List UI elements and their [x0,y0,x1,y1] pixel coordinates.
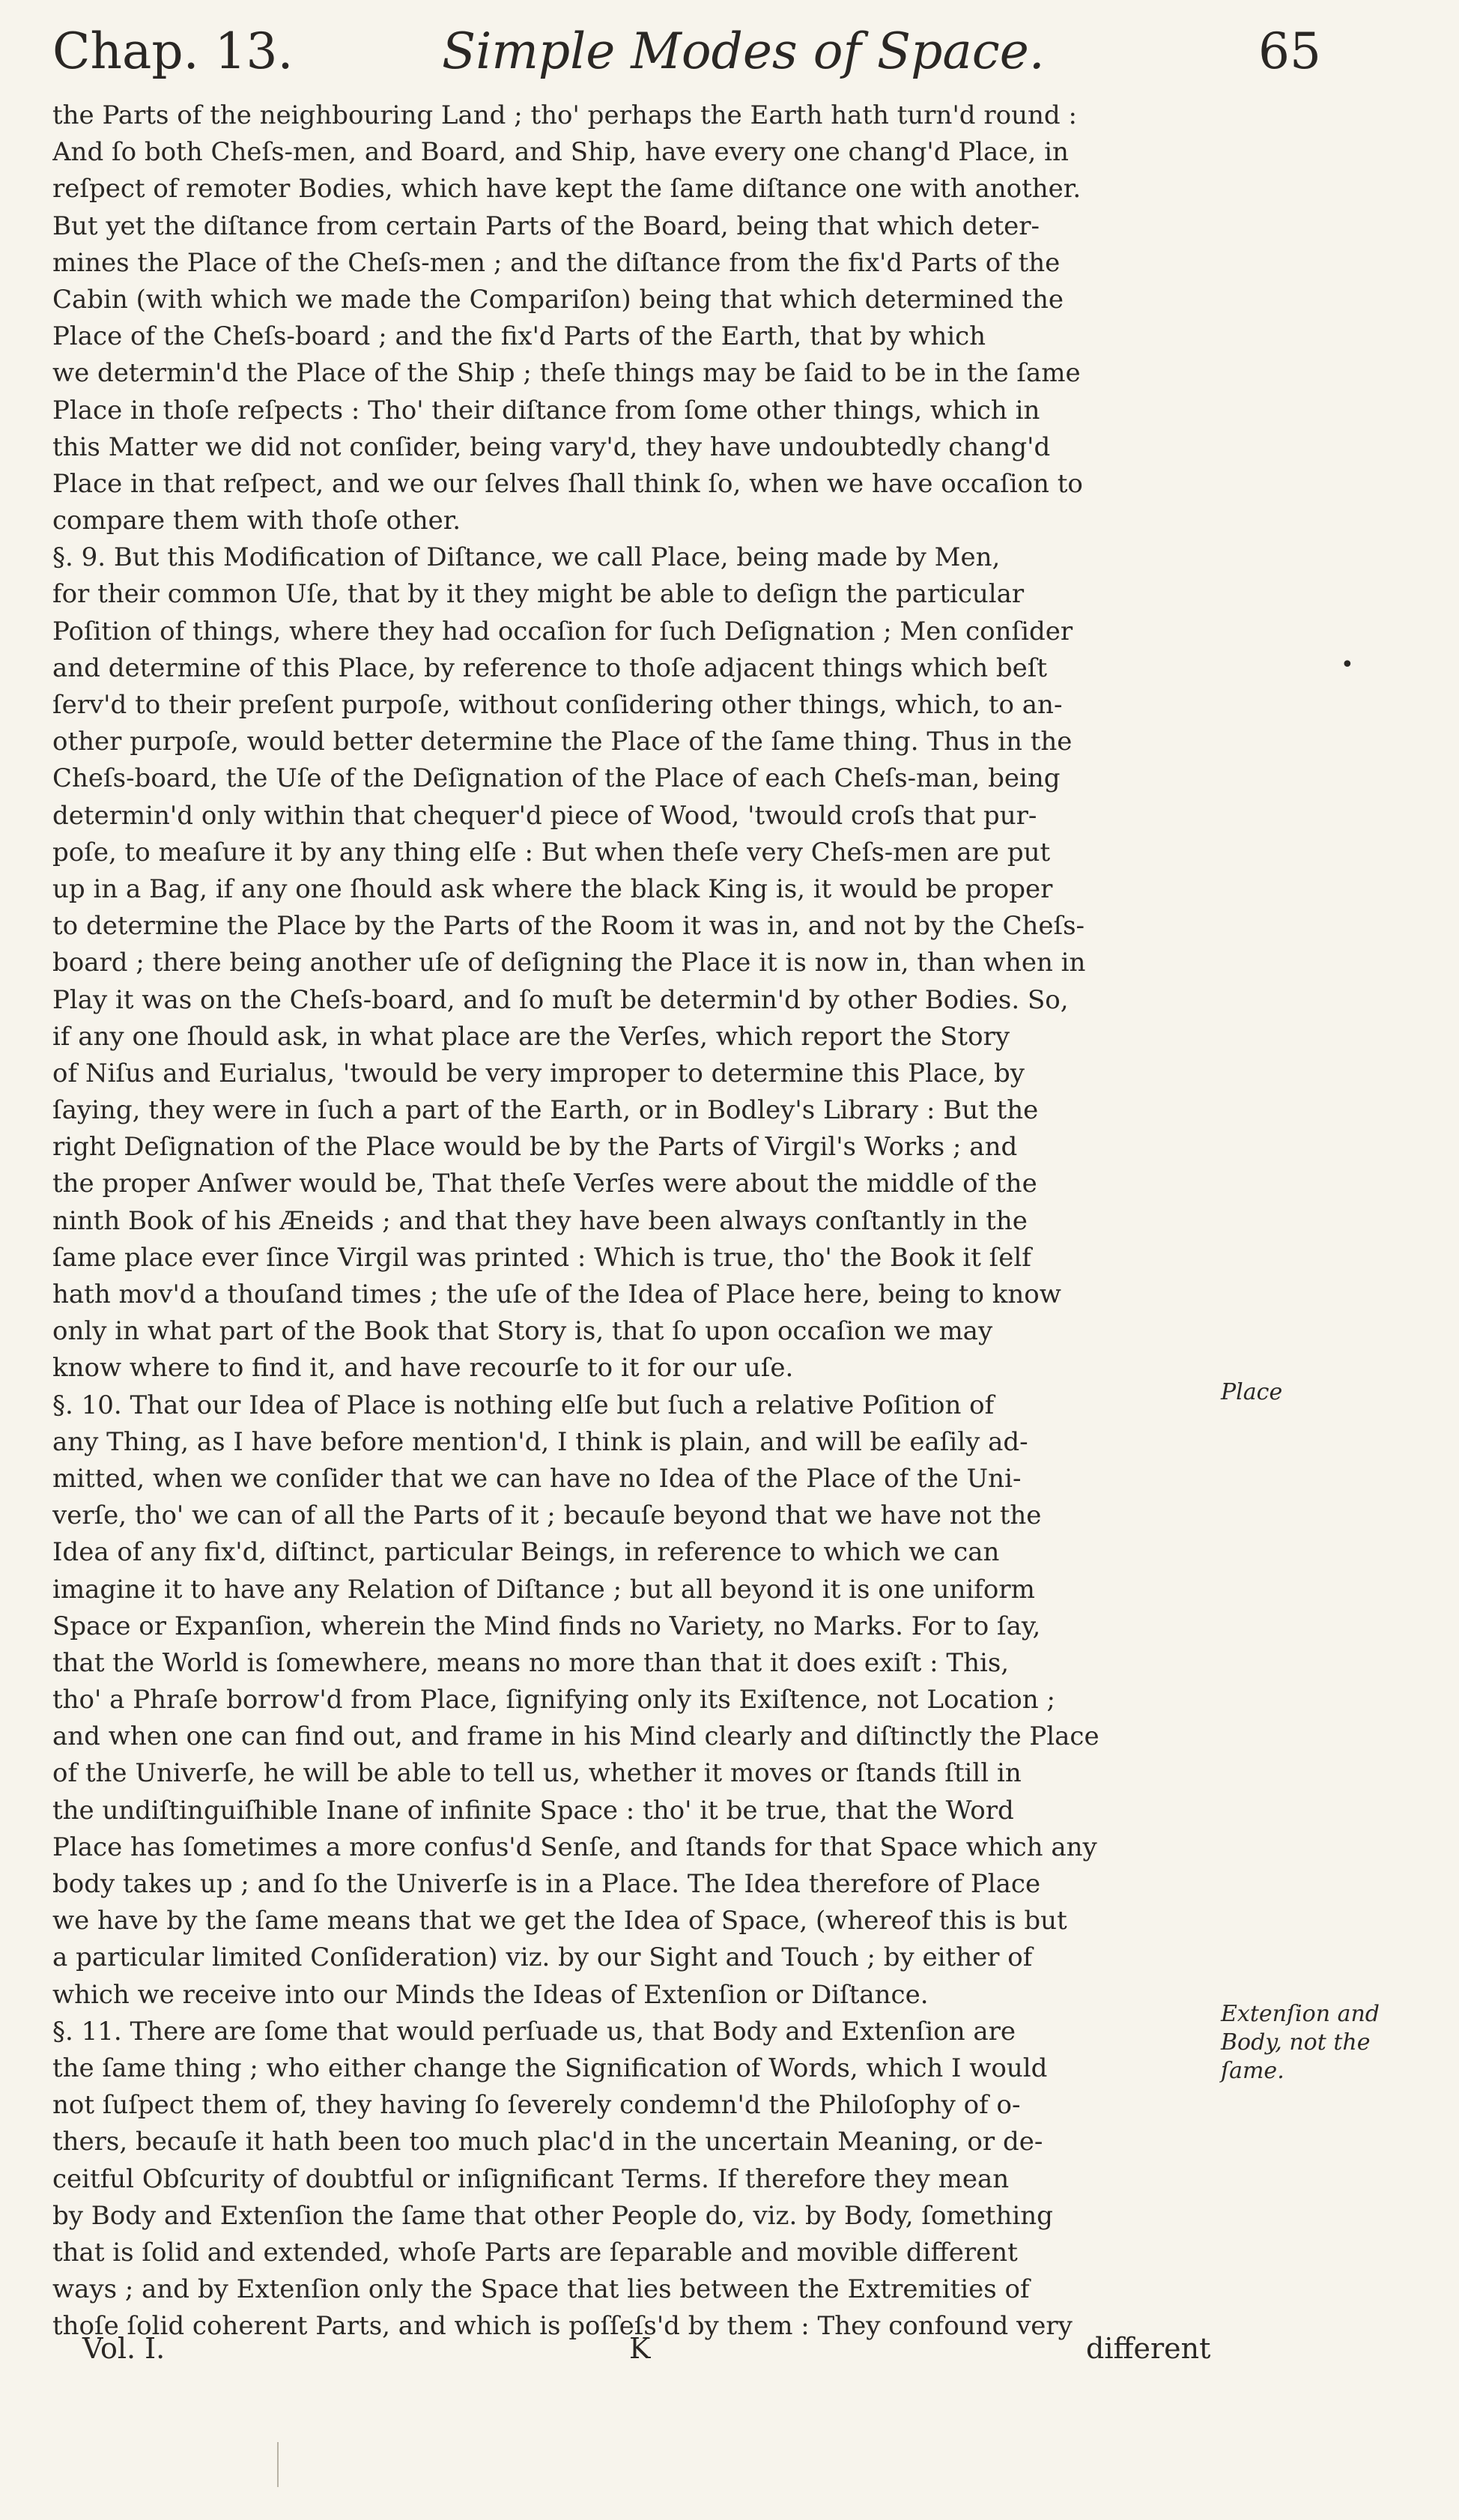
text-line: Place in thoſe reſpects : Tho' their diſtance from ſome other things, which in [52,395,1040,425]
text-line: mines the Place of the Cheſs-men ; and the diſtance from the fix'd Parts of the [52,247,1061,278]
text-line: §. 11. There are ſome that would perſuade us, that Body and Extenſion are [52,2016,1016,2047]
text-line: we have by the ſame means that we get the Idea of Space, (whereof this is but [52,1906,1067,1936]
text-line: Idea of any fix'd, diſtinct, particular Beings, in reference to which we can [52,1537,1000,1568]
page-number: 65 [1258,22,1321,80]
text-line: a particular limited Conſideration) viz. by our Sight and Touch ; by either of [52,1942,1033,1973]
text-line: know where to find it, and have recourſe to it for our uſe. [52,1353,794,1384]
page-footer [52,2332,1211,2373]
text-line: if any one ſhould ask, in what place are the Verſes, which report the Story [52,1021,1010,1052]
text-line: only in what part of the Book that Story is, that ſo upon occaſion we may [52,1316,993,1347]
text-line: the undiſtinguiſhible Inane of infinite Space : tho' it be true, that the Word [52,1795,1014,1826]
catchword: different [1086,2332,1211,2365]
stray-mark: • [1341,652,1354,678]
text-line: which we receive into our Minds the Ideas of Extenſion or Diſtance. [52,1979,929,2010]
text-line: ways ; and by Extenſion only the Space that lies between the Extremities of [52,2274,1030,2305]
text-line: Poſition of things, where they had occaſion for ſuch Deſignation ; Men conſider [52,616,1073,646]
running-title: Simple Modes of Space. [442,22,1045,80]
text-line: poſe, to meaſure it by any thing elſe : But when theſe very Cheſs-men are put [52,837,1051,867]
text-line: for their common Uſe, that by it they might be able to deſign the particular [52,579,1025,610]
text-line: any Thing, as I have before mention'd, I think is plain, and will be eaſily ad- [52,1426,1028,1457]
text-line: Place in that reſpect, and we our ſelves ſhall think ſo, when we have occaſion to [52,468,1083,499]
text-line: verſe, tho' we can of all the Parts of it ; becauſe beyond that we have not the [52,1500,1042,1531]
text-line: tho' a Phraſe borrow'd from Place, ſignifying only its Exiſtence, not Location ; [52,1685,1055,1715]
margin-note-place: Place [1221,1379,1283,1405]
text-line: and determine of this Place, by reference to thoſe adjacent things which beſt [52,652,1048,683]
margin-note-line: Extenſion and [1221,2001,1380,2027]
text-line: up in a Bag, if any one ſhould ask where the black King is, it would be proper [52,873,1053,904]
text-line: Place has ſometimes a more confus'd Senſe, and ſtands for that Space which any [52,1832,1097,1862]
text-line: and when one can find out, and frame in his Mind clearly and diſtinctly the Place [52,1721,1099,1752]
text-line: But yet the diſtance from certain Parts of the Board, being that which deter- [52,210,1040,241]
running-head [52,22,1378,90]
text-line: we determin'd the Place of the Ship ; theſe things may be ſaid to be in the ſame [52,358,1081,389]
text-line: Place of the Cheſs-board ; and the fix'd Parts of the Earth, that by which [52,321,986,352]
text-line: ſame place ever ſince Virgil was printed : Which is true, tho' the Book it ſelf [52,1242,1031,1273]
text-line: ninth Book of his Æneids ; and that they have been always conſtantly in the [52,1205,1028,1236]
margin-note-extension [1221,2000,1416,2086]
text-line: reſpect of remoter Bodies, which have kept the ſame diſtance one with another. [52,174,1082,205]
text-line: the ſame thing ; who either change the Signification of Words, which I would [52,2053,1048,2083]
text-line: of Niſus and Eurialus, 'twould be very improper to determine this Place, by [52,1058,1025,1088]
chapter-label: Chap. 13. [52,22,294,80]
text-line: imagine it to have any Relation of Diſtance ; but all beyond it is one uniform [52,1574,1035,1605]
text-line: thoſe ſolid coherent Parts, and which is poſſeſs'd by them : They confound very [52,2311,1073,2342]
text-line: the Parts of the neighbouring Land ; tho' perhaps the Earth hath turn'd round : [52,100,1077,130]
text-line: this Matter we did not conſider, being vary'd, they have undoubtedly chang'd [52,431,1051,462]
text-line: Cheſs-board, the Uſe of the Deſignation of the Place of each Cheſs-man, being [52,763,1061,794]
text-line: right Deſignation of the Place would be by the Parts of Virgil's Works ; and [52,1132,1018,1163]
text-line: §. 9. But this Modification of Diſtance, we call Place, being made by Men, [52,542,1001,573]
text-line: body takes up ; and ſo the Univerſe is in a Place. The Idea therefore of Place [52,1869,1041,1899]
text-line: the proper Anſwer would be, That theſe Verſes were about the middle of the [52,1169,1037,1199]
body-text [52,97,1206,2345]
text-line: other purpoſe, would better determine the Place of the ſame thing. Thus in the [52,727,1073,757]
text-line: that the World is ſomewhere, means no more than that it does exiſt : This, [52,1647,1010,1678]
text-line: not ſuſpect them of, they having ſo ſeverely condemn'd the Philoſophy of o- [52,2090,1021,2121]
text-line: thers, becauſe it hath been too much plac'd in the uncertain Meaning, or de- [52,2127,1043,2157]
text-line: by Body and Extenſion the ſame that other People do, viz. by Body, ſomething [52,2200,1053,2231]
text-line: determin'd only within that chequer'd piece of Wood, 'twould croſs that pur- [52,800,1037,831]
text-line: And ſo both Cheſs-men, and Board, and Ship, have every one chang'd Place, in [52,137,1069,168]
text-line: Cabin (with which we made the Compariſon) being that which determined the [52,284,1064,315]
text-line: of the Univerſe, he will be able to tell us, whether it moves or ſtands ſtill in [52,1758,1022,1789]
text-line: ſaying, they were in ſuch a part of the Earth, or in Bodley's Library : But the [52,1095,1039,1126]
text-line: compare them with thoſe other. [52,506,461,536]
text-line: hath mov'd a thouſand times ; the uſe of the Idea of Place here, being to know [52,1279,1061,1309]
margin-note-line: ſame. [1221,2058,1284,2084]
text-line: mitted, when we conſider that we can have no Idea of the Place of the Uni- [52,1463,1022,1494]
paper-mark [277,2442,279,2487]
text-line: Space or Expanſion, wherein the Mind finds no Variety, no Marks. For to ſay, [52,1611,1041,1641]
text-line: ceitful Obſcurity of doubtful or inſignificant Terms. If therefore they mean [52,2163,1010,2194]
text-line: to determine the Place by the Parts of the Room it was in, and not by the Cheſs- [52,911,1085,942]
margin-note-line: Body, not the [1221,2029,1371,2056]
text-line: that is ſolid and extended, whoſe Parts are ſeparable and movible different [52,2237,1018,2268]
text-line: Play it was on the Cheſs-board, and ſo muſt be determin'd by other Bodies. So, [52,984,1069,1015]
text-line: ſerv'd to their preſent purpoſe, without conſidering other things, which, to an- [52,690,1063,720]
text-line: §. 10. That our Idea of Place is nothing elſe but ſuch a relative Poſition of [52,1390,995,1420]
signature-mark: K [629,2332,651,2365]
volume-label: Vol. I. [82,2332,166,2365]
text-line: board ; there being another uſe of deſigning the Place it is now in, than when in [52,948,1086,978]
